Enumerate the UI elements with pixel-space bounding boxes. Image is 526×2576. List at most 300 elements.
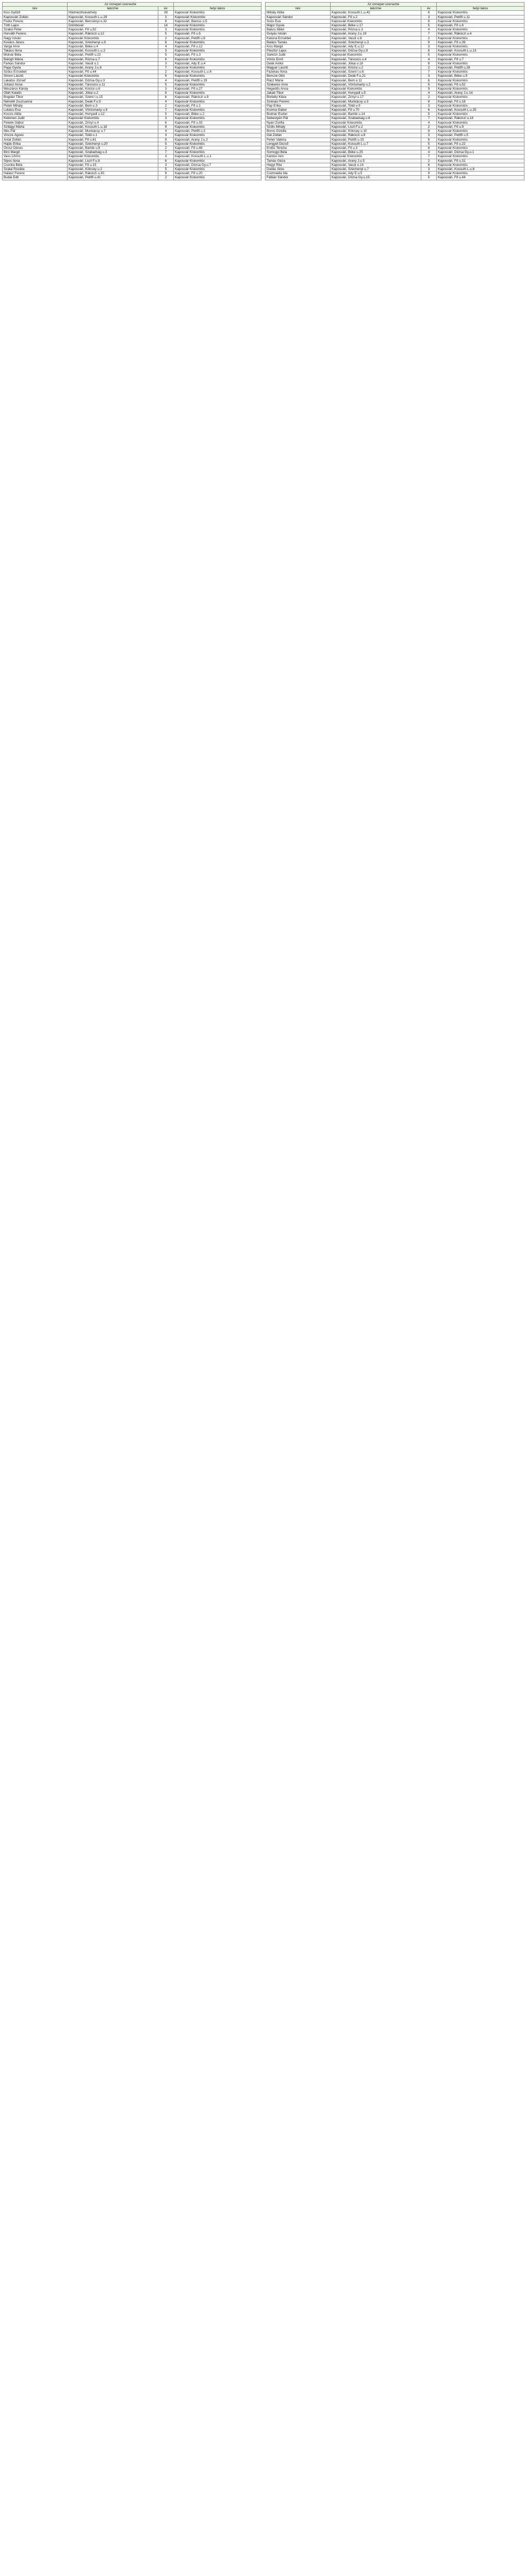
cell-address: Kaposvári Kiskomlós — [331, 53, 421, 57]
cell-year: 4 — [158, 45, 174, 49]
cell-year: 5 — [421, 176, 437, 180]
column-header-address: lakcíme — [68, 7, 158, 11]
cell-address: Kaposvári, Munkácsy u.3 — [331, 99, 421, 104]
cell-address: Kaposvári, Kossuth L.u.7 — [331, 142, 421, 146]
cell-year: 7 — [158, 66, 174, 70]
cell-year: 5 — [158, 112, 174, 116]
right-spacer-header — [266, 3, 331, 7]
cell-name: Lakatos József — [3, 78, 68, 82]
cell-address: Kaposvári, Széchenyi u.7 — [331, 167, 421, 171]
table-row — [266, 104, 524, 108]
cell-address: Kaposvári, Dózsa Gy.u.3 — [68, 78, 158, 82]
cell-address: Kaposvári, Vasút u.8 — [331, 36, 421, 40]
table-row — [266, 146, 524, 150]
cell-resident: Kaposvár Kiskomlós — [437, 28, 524, 32]
cell-name: Hegyi Rita — [266, 163, 331, 167]
table-row — [3, 95, 261, 99]
cell-address: Kaposvári, Vasút u.1 — [68, 61, 158, 65]
cell-name: Horváth Ferenc — [3, 32, 68, 36]
cell-year: 5 — [421, 142, 437, 146]
cell-year: 7 — [158, 108, 174, 112]
cell-resident: Kaposvári, Petőfi u.5 — [437, 133, 524, 138]
cell-address: Kaposvári, Hunyadi u.5 — [331, 91, 421, 95]
cell-address: Kaposvári, Kinizsi u.6 — [68, 87, 158, 91]
cell-name: Rácz Mária — [266, 78, 331, 82]
cell-name: Simon László — [3, 74, 68, 78]
cell-resident: Kaposvár Kiskomlós — [174, 176, 261, 180]
table-row — [3, 74, 261, 78]
table-row — [3, 19, 261, 23]
table-row — [266, 133, 524, 138]
cell-name: Soós Éva — [266, 19, 331, 23]
cell-year: 7 — [421, 32, 437, 36]
table-row — [3, 15, 261, 19]
cell-address: Kaposvári, Táncsics u.11 — [68, 82, 158, 87]
cell-address: Kaposvári, Széchenyi u.9 — [68, 40, 158, 44]
table-row — [3, 11, 261, 15]
table-row — [266, 163, 524, 167]
table-row — [266, 11, 524, 15]
cell-address: Kaposvári, Arany J.u.8 — [68, 66, 158, 70]
cell-address: Kaposvári, Kossuth L.u.18 — [68, 125, 158, 129]
cell-year: 5 — [421, 112, 437, 116]
cell-address: Kaposvári, Deák F.u.5 — [68, 99, 158, 104]
cell-resident: Kaposvári, Fő u.27 — [174, 87, 261, 91]
cell-resident: Kaposvár Kiskomlós — [174, 11, 261, 15]
table-row — [266, 57, 524, 61]
table-row — [3, 28, 261, 32]
cell-resident: Kaposvár Kiskomlós — [174, 24, 261, 28]
table-row — [266, 142, 524, 146]
cell-year: 2 — [421, 36, 437, 40]
cell-name: Csizmadia Ida — [266, 172, 331, 176]
cell-name: Kardos Irén — [266, 155, 331, 159]
cell-resident: Kaposvári, Rákóczi u.4 — [437, 32, 524, 36]
cell-name: Pásztor Lajos — [266, 49, 331, 53]
table-row — [3, 159, 261, 163]
cell-year: 2 — [158, 176, 174, 180]
cell-resident: Kaposvári, Fő u.52 — [437, 82, 524, 87]
cell-address: Kaposvári, Kölcsey u.2 — [68, 167, 158, 171]
cell-year: 7 — [421, 70, 437, 74]
cell-resident: Kaposvár Kiskomlós — [437, 36, 524, 40]
cell-name: Orosz Dénes — [3, 146, 68, 150]
cell-name: Nyári Zsófia — [266, 121, 331, 125]
cell-year: 3 — [158, 116, 174, 121]
cell-resident: Kaposvár Kiskomlós — [437, 87, 524, 91]
cell-name: Budai Edit — [3, 176, 68, 180]
cell-resident: Kaposvári, Béke u.2 — [174, 112, 261, 116]
table-row — [3, 78, 261, 82]
cell-resident: Kaposvár Kiskomlós — [437, 155, 524, 159]
cell-resident: Kaposvár Kiskomlós — [174, 91, 261, 95]
table-row — [3, 155, 261, 159]
cell-year: 5 — [421, 24, 437, 28]
cell-resident: Kaposvári, Fő u.44 — [437, 176, 524, 180]
table-row — [3, 104, 261, 108]
cell-address: Kaposvári, Bem u.3 — [68, 104, 158, 108]
cell-year: 3 — [421, 74, 437, 78]
cell-resident: Kaposvári, Fő u.1 — [174, 104, 261, 108]
cell-resident: Kaposvár Kiskomlós — [174, 116, 261, 121]
cell-address: Kaposvári, Fő u.52 — [68, 28, 158, 32]
cell-year: 7 — [421, 116, 437, 121]
cell-name: Kozma Gábor — [266, 108, 331, 112]
cell-year: 3 — [421, 167, 437, 171]
cell-name: Antal Zoltán — [3, 138, 68, 142]
cell-resident: Kaposvár Kiskomlós — [437, 70, 524, 74]
cell-address: Kaposvári, Fő u.2 — [331, 15, 421, 19]
column-header-year: év — [421, 7, 437, 11]
table-row — [266, 61, 524, 65]
cell-resident: Kaposvár Kiskomlós — [437, 61, 524, 65]
cell-name: Kelemen Judit — [3, 116, 68, 121]
cell-address: Kaposvári, Zrínyi u.17 — [331, 95, 421, 99]
cell-address: Kaposvári, Széchenyi u.3 — [331, 40, 421, 44]
cell-name: Kaposvári Sándor — [266, 15, 331, 19]
cell-address: Kaposvári, Kossuth L.u.29 — [68, 15, 158, 19]
table-row — [3, 24, 261, 28]
cell-address: Kaposvári, Szabadság u.8 — [331, 116, 421, 121]
cell-address: Kaposvári, Bartók u.6 — [68, 146, 158, 150]
cell-resident: Kaposvár Kiskomlós — [437, 112, 524, 116]
cell-name: Vörös Ernő — [266, 57, 331, 61]
cell-year: 8 — [158, 138, 174, 142]
column-header-name: név — [3, 7, 68, 11]
cell-year: 5 — [158, 167, 174, 171]
cell-resident: Kaposvár Kiskomlós — [437, 11, 524, 15]
cell-address: Kaposvári, Rózsa u.7 — [68, 57, 158, 61]
cell-address: Kaposvári, Munkácsy u.7 — [68, 129, 158, 133]
cell-resident: Kaposvári, Kossuth L.u.6 — [174, 70, 261, 74]
cell-resident: Kaposvár Kiskomlós — [174, 142, 261, 146]
cell-address: Kaposvári, Jókai u.2 — [68, 91, 158, 95]
cell-name: Mihály Attila — [266, 11, 331, 15]
cell-year: 2 — [158, 70, 174, 74]
cell-name: Bodnár Eszter — [266, 112, 331, 116]
table-row — [3, 45, 261, 49]
cell-address: Kaposvári Kiskomlós — [331, 19, 421, 23]
cell-year: 4 — [421, 91, 437, 95]
cell-address: Kaposvári, Petőfi u.22 — [68, 53, 158, 57]
cell-resident: Kaposvár Kiskomlós — [437, 53, 524, 57]
cell-name: Kiss Győző — [3, 11, 68, 15]
column-header-address: lakcíme — [331, 7, 421, 11]
cell-name: Fodor Ferenc — [3, 19, 68, 23]
cell-name: Bencze Ottó — [266, 74, 331, 78]
cell-name: Kocsis Attila — [3, 112, 68, 116]
cell-address: Kaposvári, Kinizsi u.2 — [331, 66, 421, 70]
cell-year: 7 — [158, 150, 174, 155]
cell-resident: Kaposvár Kiskomlós — [437, 172, 524, 176]
cell-address: Kaposvári, Bartók u.14 — [331, 112, 421, 116]
table-row — [3, 91, 261, 95]
table-row — [3, 116, 261, 121]
cell-address: Kaposvári, Rákóczi u.30 — [68, 172, 158, 176]
cell-name: Hegedűs Anna — [266, 87, 331, 91]
cell-year: 4 — [421, 28, 437, 32]
table-row — [3, 172, 261, 176]
cell-address: Kaposvári, Zrínyi u.4 — [68, 121, 158, 125]
table-row — [3, 82, 261, 87]
table-row — [266, 53, 524, 57]
table-row — [3, 133, 261, 138]
cell-name: Balázs Tamás — [266, 40, 331, 44]
cell-year: 6 — [421, 49, 437, 53]
cell-name: Somogyi Béla — [266, 150, 331, 155]
cell-address: Dombóvár — [68, 24, 158, 28]
cell-year: 4 — [158, 129, 174, 133]
cell-resident: Kaposvár Kiskomlós — [174, 133, 261, 138]
cell-resident: Kaposvár Kiskomlós — [437, 146, 524, 150]
cell-year: 5 — [421, 82, 437, 87]
left-table-section — [2, 2, 261, 180]
cell-year: 5 — [158, 53, 174, 57]
cell-address: Hódmezővásárhely — [68, 11, 158, 15]
cell-name: Varga Imre — [3, 45, 68, 49]
cell-name: Deák Anikó — [266, 61, 331, 65]
cell-name: Szűcs Erzsébet — [3, 70, 68, 74]
cell-year: 4 — [421, 150, 437, 155]
right-table-section — [265, 2, 524, 180]
cell-year: 4 — [158, 155, 174, 159]
cell-address: Kaposvári, Szabadság u.3 — [68, 150, 158, 155]
cell-address: Kaposvári, Fő u.61 — [68, 138, 158, 142]
cell-address: Kaposvári, Fő u.3 — [331, 146, 421, 150]
cell-address: Kaposvári Kiskomlós — [331, 155, 421, 159]
cell-address: Kaposvári, Széchenyi u.20 — [68, 142, 158, 146]
cell-name: Balogh Mária — [3, 57, 68, 61]
cell-name: Papp Gyula — [3, 66, 68, 70]
cell-address: Kaposvári, Bem u.11 — [331, 78, 421, 82]
left-table-body — [3, 11, 261, 180]
cell-year: 8 — [421, 61, 437, 65]
cell-year: 2 — [421, 95, 437, 99]
cell-name: Borbély Klára — [266, 95, 331, 99]
cell-name: Mészáros Károly — [3, 87, 68, 91]
cell-resident: Kaposvári, Baross u.5 — [174, 19, 261, 23]
cell-resident: Kaposvári, Kossuth L.u.1 — [174, 155, 261, 159]
cell-name: Szalai Rozália — [3, 167, 68, 171]
table-row — [266, 82, 524, 87]
cell-name: Lengyel Dezső — [266, 142, 331, 146]
cell-resident: Kaposvári, Rákóczi u.16 — [437, 116, 524, 121]
cell-year: 2 — [421, 125, 437, 129]
cell-year: 6 — [421, 138, 437, 142]
cell-resident: Kaposvári, Fő u.18 — [437, 99, 524, 104]
cell-resident: Kaposvári, Arany J.u.2 — [174, 138, 261, 142]
table-row — [3, 108, 261, 112]
cell-resident: Kaposvár Kiskomlós — [437, 95, 524, 99]
cell-address: Kaposvári, Szent I.u.15 — [68, 95, 158, 99]
table-row — [266, 99, 524, 104]
cell-address: Kaposvári, Béke u.25 — [331, 150, 421, 155]
cell-year: 3 — [421, 45, 437, 49]
cell-name: Fazekas Ilona — [266, 70, 331, 74]
cell-resident: Kaposvár Kiskomlós — [437, 138, 524, 142]
cell-year: 3 — [421, 15, 437, 19]
right-group-header: Az ünnepet szervezte — [331, 3, 437, 7]
cell-year: 3 — [158, 15, 174, 19]
cell-year: 5 — [158, 32, 174, 36]
cell-name: Szekeres Imre — [266, 82, 331, 87]
cell-resident: Kaposvár Kiskomlós — [437, 104, 524, 108]
cell-year: 9 — [158, 125, 174, 129]
cell-address: Kaposvári, Fő u.15 — [68, 163, 158, 167]
table-row — [266, 172, 524, 176]
table-row — [3, 163, 261, 167]
table-row — [266, 138, 524, 142]
cell-address: Kaposvári, Vörösmarty u.9 — [68, 108, 158, 112]
cell-name: Szilágyi Márta — [3, 125, 68, 129]
table-row — [266, 155, 524, 159]
cell-name: Szűts Mihály — [266, 125, 331, 129]
column-header-resident: helyi lakos — [437, 7, 524, 11]
left-spacer-header — [3, 3, 68, 7]
left-group-header: Az ünnepet szervezte — [68, 3, 174, 7]
cell-resident: Kaposvári, Fő u.20 — [174, 172, 261, 176]
cell-resident: Kaposvári, Petőfi u.19 — [174, 78, 261, 82]
cell-name: Fekete Gábor — [3, 121, 68, 125]
cell-address: Kaposvári, Arany J.u.5 — [331, 159, 421, 163]
cell-address: Kaposvári, Petőfi u.33 — [331, 138, 421, 142]
table-row — [266, 28, 524, 32]
cell-year: 4 — [158, 99, 174, 104]
table-row — [3, 32, 261, 36]
cell-year: 8 — [421, 146, 437, 150]
cell-name: Németh Zsuzsanna — [3, 99, 68, 104]
cell-address: Kaposvári, Dózsa Gy.u.15 — [331, 176, 421, 180]
cell-address: Kaposvári Kiskomlós — [331, 121, 421, 125]
cell-name: Erdős Terézia — [266, 146, 331, 150]
cell-resident: Kaposvár Kiskomlós — [174, 49, 261, 53]
cell-resident: Kaposvári, Fő u.33 — [174, 121, 261, 125]
cell-address: Kaposvári Kiskomlós — [68, 74, 158, 78]
cell-address: Kaposvári, Kölcsey u.10 — [331, 129, 421, 133]
right-table-body — [266, 11, 524, 180]
cell-year: 3 — [158, 49, 174, 53]
cell-address: Kaposvári, Ady E.u.5 — [331, 172, 421, 176]
cell-year: 8 — [421, 19, 437, 23]
cell-resident: Kaposvári, Fő u.39 — [437, 40, 524, 44]
cell-address: Kaposvári, Toldi u.9 — [331, 104, 421, 108]
cell-resident: Kaposvár Kiskomlós — [174, 40, 261, 44]
cell-resident: Kaposvár Kiskomlós — [174, 125, 261, 129]
cell-address: Kaposvári, Bercsényi u.32 — [68, 19, 158, 23]
cell-address: Kaposvári, Liszt F.u.2 — [331, 125, 421, 129]
cell-year: 3 — [158, 163, 174, 167]
cell-address: Kaposvári Kiskomlós — [68, 155, 158, 159]
cell-resident: Kaposvári, Béke u.9 — [437, 74, 524, 78]
cell-address: Kaposvári, Vörösmarty u.2 — [331, 82, 421, 87]
table-row — [3, 61, 261, 65]
table-row — [266, 40, 524, 44]
cell-name: Farkas Sándor — [3, 61, 68, 65]
left-spacer-header-2 — [174, 3, 261, 7]
cell-name: Hajdu Erika — [3, 142, 68, 146]
cell-year: 9 — [158, 172, 174, 176]
cell-year: 2 — [158, 104, 174, 108]
cell-name: Boros Gizella — [266, 129, 331, 133]
cell-resident: Kaposvári, Fő u.5 — [174, 32, 261, 36]
cell-name: Magyar László — [266, 66, 331, 70]
table-row — [266, 36, 524, 40]
cell-address: Kaposvári, Szent I.u.6 — [331, 70, 421, 74]
cell-address: Kaposvári, Rákóczi u.8 — [331, 133, 421, 138]
column-header-name: név — [266, 7, 331, 11]
table-row — [3, 125, 261, 129]
cell-year: 5 — [421, 53, 437, 57]
cell-year: 7 — [421, 155, 437, 159]
cell-year: 6 — [421, 163, 437, 167]
table-row — [3, 66, 261, 70]
cell-address: Kaposvári, Kossuth L.u.42 — [331, 11, 421, 15]
cell-year: 3 — [158, 61, 174, 65]
cell-resident: Kaposvári, Fő u.12 — [174, 45, 261, 49]
cell-resident: Kaposvári Kiskomlós — [174, 15, 261, 19]
cell-resident: Kaposvár Kiskomlós — [174, 28, 261, 32]
cell-resident: Kaposvár Kiskomlós — [437, 78, 524, 82]
cell-address: Kaposvári, Arany J.u.19 — [331, 32, 421, 36]
cell-resident: Kaposvár Kiskomlós — [174, 99, 261, 104]
cell-year: 6 — [158, 57, 174, 61]
cell-resident: Kaposvári, Fő u.6 — [437, 24, 524, 28]
column-header-resident: helyi lakos — [174, 7, 261, 11]
cell-year: 8 — [158, 40, 174, 44]
cell-address: Kaposvári, Liszt F.u.8 — [68, 159, 158, 163]
cell-name: Bogdán Tibor — [3, 95, 68, 99]
table-row — [266, 78, 524, 82]
cell-address: Kaposvári Kiskomlós — [331, 87, 421, 91]
table-row — [3, 167, 261, 171]
cell-resident: Kaposvár Kiskomlós — [174, 74, 261, 78]
cell-resident: Kaposvári, Arany J.u.14 — [437, 91, 524, 95]
cell-name: Pintér Mihály — [3, 104, 68, 108]
cell-year: 5 — [158, 142, 174, 146]
cell-year: 4 — [421, 57, 437, 61]
table-row — [3, 121, 261, 125]
cell-name: Illés Pál — [3, 129, 68, 133]
cell-address: Kaposvári, Rákóczi u.12 — [68, 32, 158, 36]
cell-year: 2 — [421, 159, 437, 163]
cell-resident: Kaposvári, Petőfi u.6 — [174, 36, 261, 40]
cell-resident: Kaposvári, Petőfi u.11 — [437, 15, 524, 19]
cell-year: 6 — [158, 121, 174, 125]
cell-year: 6 — [158, 159, 174, 163]
cell-year: 2 — [158, 36, 174, 40]
cell-address: Kaposvári, Jókai u.16 — [331, 61, 421, 65]
cell-name: Katona Erzsébet — [266, 36, 331, 40]
cell-year: 9 — [421, 172, 437, 176]
cell-address: Kaposvári, Fő u.70 — [331, 108, 421, 112]
table-row — [3, 138, 261, 142]
table-row — [3, 87, 261, 91]
cell-resident: Kaposvári, Fő u.22 — [437, 142, 524, 146]
cell-year: 8 — [158, 19, 174, 23]
cell-name: Nagy István — [3, 36, 68, 40]
cell-resident: Kaposvár Kiskomlós — [437, 121, 524, 125]
table-row — [3, 36, 261, 40]
table-row — [266, 176, 524, 180]
cell-year: 8 — [421, 99, 437, 104]
table-row — [266, 159, 524, 163]
cell-name: Halász Ferenc — [3, 172, 68, 176]
table-row — [266, 32, 524, 36]
right-table — [265, 2, 524, 180]
cell-name: Szénási Ferenc — [266, 99, 331, 104]
cell-resident: Kaposvár Kiskomlós — [437, 129, 524, 133]
cell-resident: Kaposvári, Fő u.3 — [174, 53, 261, 57]
